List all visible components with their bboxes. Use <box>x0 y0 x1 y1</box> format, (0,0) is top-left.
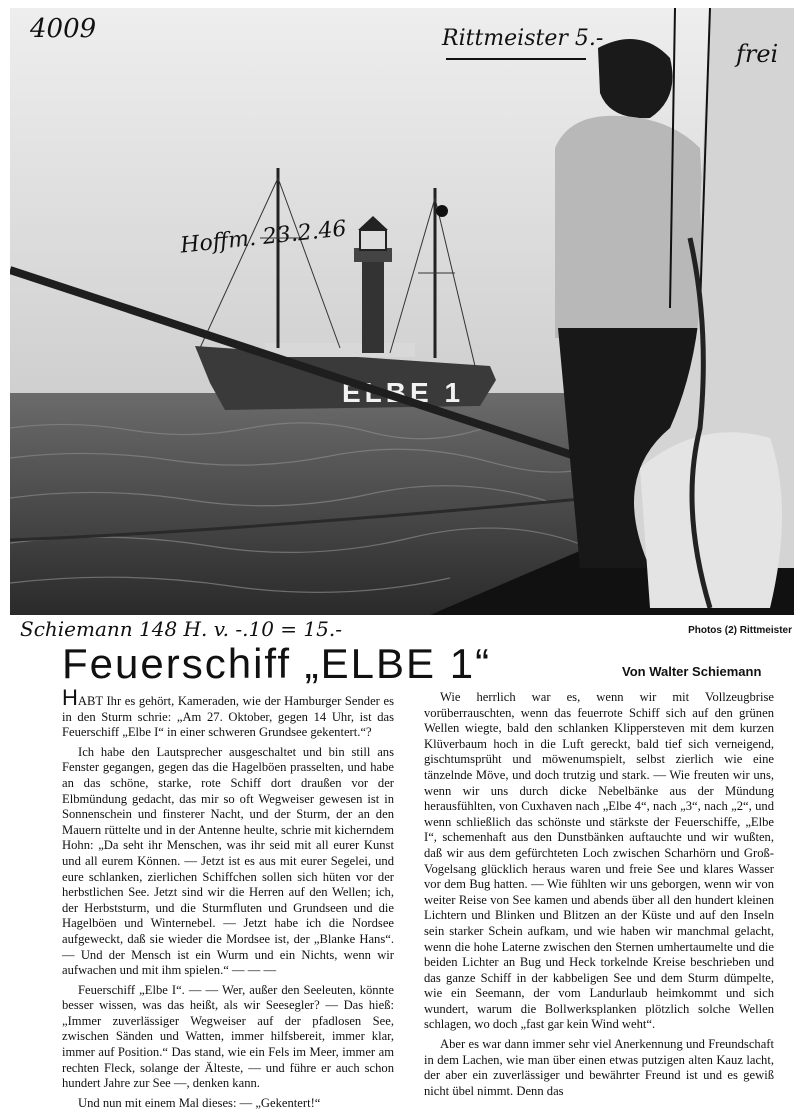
paragraph: Und nun mit einem Mal dieses: — „Gekentert!“ <box>78 1095 321 1110</box>
fee-note: Schiemann 148 H. v. -.10 = 15.- <box>20 617 342 641</box>
article-byline: Von Walter Schiemann <box>622 664 762 679</box>
paragraph: Ich habe den Lautsprecher ausgeschaltet und bin still ans Fenster gegangen, gegen das die Hagelböen prasselten, und habe an das schöne, starke, rote Schiff dort draußen vor der Elbmündung gedacht, das mir so oft Wegweiser gewesen ist in Sonnenschein und finsterer Nacht, und der Sturm, der an den Mauern rüttelte und in der Antenne heulte, schrie mit kicherndem Hohn: „Da seht ihr Menschen, was ihr seid mit all eurer Kunst und all eurem Können. — Jetzt ist es aus mit eurer Segelei, und eure schlanken, zierlichen Schiffchen sollen sich hüten vor der herbstlichen See. Jetzt sind wir die Herren auf den Wellen; ich, der Herbststurm, und die Sturmfluten und Grundseen und die Hagelböen und Winternebel. — Jetzt habe ich die Nordsee aufgeweckt, daß sie wieder die Mordsee ist, der „Blanke Hans“. — Und der Mensch ist ein Wurm und ein Nichts, wenn wir aufwachen und mit ihm spielen.“ — — — <box>62 744 394 978</box>
status-note: frei <box>736 40 779 68</box>
lightship-photo <box>10 8 794 615</box>
ship-label: ELBE 1 <box>342 377 465 408</box>
article-photo <box>10 8 794 615</box>
underline <box>446 58 586 60</box>
paragraph: HABT Ihr es gehört, Kameraden, wie der Hamburger Sender es in den Sturm schrie: „Am 27. Oktober, gegen 14 Uhr, ist das Feuerschiff „Elbe I“ in einer schweren Grundsee gekentert.“? <box>62 685 394 740</box>
paragraph: Wie herrlich war es, wenn wir mit Vollzeugbrise vorüberrauschten, wenn das feuerrote Schiff sich auf den grünen Wellen wiegte, bald den schlanken Klippersteven mit dem kurzen Klüverbaum hoch in die Luft gereckt, bald tief sich verneigend, gischtumsprüht und möwenumspielt, selbst zierlich wie eine tänzelnde Möve, und doch trutzig und stark. — Wie freuten wir uns, wenn wir uns durch dicke Nebelbänke aus der Mündung herausfühlten, von Cuxhaven nach „Elbe 4“, nach „3“, nach „2“, und wenn schließlich das schönste und stärkste der Feuerschiffe, „Elbe I“, schemenhaft aus den Dunstbänken auftauchte und wir wußten, daß wir aus dem gefürchteten Loch zwischen Scharhörn und Groß-Vogelsang glücklich heraus waren und freie See und klares Wasser vor dem Bug hatten. — Wie fühlten wir uns geborgen, wenn wir von weiter Reise von See kamen und abends über all den hundert kleinen Lichtern und Blinken und Blitzen an der Küste und auf den Inseln sein starker Schein aufkam, und wie haben wir manchmal gelacht, wenn die hohe Laterne zwischen den Sternen umhertaumelte und die beiden Lichter an Bug und Heck torkelnde Kreise beschrieben und das ganze Schiff in der kabbeligen See und dem Sturm dümpelte, wie ein Seemann, der vom Landurlaub heimkommt und sich wundert, warum die Bollwerksplanken plötzlich solche Wellen schlagen, wo doch „fast gar kein Wind weht“. <box>424 690 774 1032</box>
paragraph: Aber es war dann immer sehr viel Anerkennung und Freundschaft in dem Lachen, wie man über einen etwas putzigen alten Kauz lacht, der aber ein zuverlässiger und bewährter Freund ist und es gewiß nicht übel nimmt. Denn das <box>424 1037 774 1098</box>
article-column-right <box>424 690 774 1099</box>
paragraph: Feuerschiff „Elbe I“. — — Wer, außer den Seeleuten, könnte besser wissen, was das heißt, als wir Seesegler? — Das hieß: „Immer zuverlässiger Wegweiser auf der pfadlosen See, zwischen Sänden und Watten, immer hilfsbereit, immer klar, immer auf Position.“ Das stand, wie ein Fels im Meer, immer am rechten Fleck, solange der Älteste, — und führe er auch schon hundert Jahre zur See —, denken kann. <box>62 982 394 1091</box>
archive-number: 4009 <box>30 14 97 44</box>
drop-cap: H <box>62 685 78 710</box>
date-note: Hoffm. 23.2.46 <box>179 216 348 259</box>
photo-credit: Photos (2) Rittmeister <box>688 625 792 636</box>
article-title: Feuerschiff „ELBE 1“ <box>62 640 492 687</box>
article-column-left <box>62 685 394 1111</box>
photographer-note: Rittmeister 5.- <box>442 26 604 51</box>
